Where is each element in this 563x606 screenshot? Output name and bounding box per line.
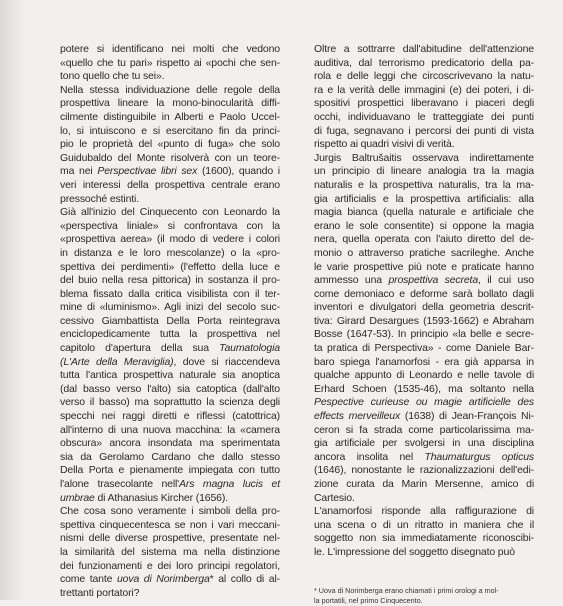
text-line: ceron si fa strada come particolarissima ma- <box>314 423 534 436</box>
text-line: Oltre a sottrarre dall'abitudine dell'attenzione <box>314 43 534 55</box>
text-line: spositivi prospettici liberavano i piaceri degli <box>314 97 534 110</box>
text-line: (1646), nonostante le razionalizzazioni dell'edi- <box>314 464 534 477</box>
text-line: gia artificialis e la prospettiva artificialis: alla <box>314 192 534 205</box>
text-line: prospettiva lineare la mono-binocularità diffi- <box>60 97 280 110</box>
text-line: soggetto non sia immediatamente riconoscibi- <box>314 532 534 545</box>
text-line: «quello che tu pari» rispetto ai «pochi che sen- <box>60 56 280 69</box>
text-line: Della Porta e pienamente impiegata con tutto <box>60 464 280 477</box>
text-line: sia da Gerolamo Cardano che dallo stesso <box>60 450 280 463</box>
text-line: lo, si intuiscono e si esercitano fin da princi- <box>60 124 280 137</box>
text-line: ta pratica di Perspectiva» - come Daniele Bar- <box>314 342 534 355</box>
text-line: monio o attraverso pratiche sacrileghe. Anche <box>314 246 534 259</box>
text-line: le. L'impressione del soggetto disegnato può <box>314 545 515 558</box>
text-line: le varie prospettive più note e praticate hanno <box>314 260 534 273</box>
text-line: all'interno di una nuova macchina: la «camera <box>60 423 280 436</box>
text-line: enciclopedicamente tutta la prospettiva nel <box>60 328 280 341</box>
text-line: come demoniaco e deforme sarà bollato dagli <box>314 287 534 300</box>
text-line: tiva: Girard Desargues (1593-1662) e Abraham <box>314 314 534 327</box>
text-line: ammesso una prospettiva secreta, il cui uso <box>314 274 534 287</box>
text-line: capitolo d'apertura della sua Taumatologia <box>60 342 280 355</box>
text-line: dei funzionamenti e dei loro principi regolatori, <box>60 559 280 572</box>
text-line: cilmente distinguibile in Alberti e Paolo Uccel- <box>60 110 280 123</box>
text-line: magia bianca (quella naturale e artificiale che <box>314 206 534 219</box>
text-line: Che cosa sono veramente i simboli della pro- <box>60 505 280 518</box>
text-line: «perspectiva liniale» si confrontava con la <box>60 219 280 232</box>
text-line: (dal basso verso l'alto) sia catoptica (dall'alto <box>60 382 280 395</box>
text-line: specchi nei raggi diretti e riflessi (catottrica) <box>60 410 280 423</box>
text-line: verso il basso) ma soprattutto la scienza degli <box>60 396 280 409</box>
text-line: occhi, individuavano le tratteggiate dei punti <box>314 110 534 123</box>
text-line: potere si identificano nei molti che vedono <box>60 43 280 55</box>
footnote-line: * Uova di Norimberga erano chiamati i primi orologi a mol- <box>314 586 499 595</box>
text-line: spettiva dei perdimenti» (l'effetto della luce e <box>60 260 280 273</box>
text-line: come tante uova di Norimberga* al collo di al- <box>60 573 280 586</box>
text-line: qualche appunto di Leonardo e nelle tavole di <box>314 369 534 382</box>
text-line: «prospettiva aerea» (il modo di vedere i colori <box>60 233 280 246</box>
text-line: tutta l'antica prospettiva naturale sia anoptica <box>60 369 280 382</box>
text-line: spettiva cinquecentesca se non i vari meccani- <box>60 518 280 531</box>
footnote-line: la portatili, nel primo Cinquecento. <box>314 596 423 605</box>
text-line: nismi delle diverse prospettive, presentate nel- <box>60 532 280 545</box>
text-line: effects merveilleux (1638) di Jean-François Ni- <box>314 410 534 423</box>
text-line: ma nei Perspectivae libri sex (1600), quando i <box>60 165 280 178</box>
text-line: cessivo Giambattista Della Porta reintegrava <box>60 314 280 327</box>
right-text-column <box>314 43 534 560</box>
text-line: del buio nella resa pittorica) in sostanza il pro- <box>60 274 280 287</box>
text-line: zione curata da Marin Mersenne, amico di <box>314 478 534 490</box>
text-line: Guidubaldo del Monte risolverà con un teore- <box>60 151 280 164</box>
text-line: inventori e divulgatori della geometria descrit- <box>314 301 534 314</box>
text-line: Jurgis Baltrušaitis osservava indirettamente <box>314 151 534 164</box>
text-line: di fuga, segnavano i percorsi dei punti di vista <box>314 124 534 137</box>
text-line: nera, quella operata con l'aiuto diretto del de- <box>314 233 534 246</box>
text-line: Già all'inizio del Cinquecento con Leonardo la <box>60 206 280 219</box>
left-text-column <box>60 43 280 600</box>
text-line: in distanza e le loro mescolanze) o la «pro- <box>60 246 280 259</box>
text-line: l'alone trasecolante nell'Ars magna lucis et <box>60 478 281 490</box>
text-line: Bosse (1647-53). In principio «la belle e secre- <box>314 328 534 341</box>
text-line: rispetto ai quadri visivi di verità. <box>314 138 455 151</box>
text-line: pressoché estinti. <box>60 192 140 205</box>
text-line: Nella stessa individuazione delle regole della <box>60 83 280 96</box>
text-line: gia artificiale per svolgersi in una disciplina <box>314 437 534 450</box>
text-line: tono quello che tu sei». <box>60 70 165 83</box>
text-line: baro spiega l'anamorfosi - era già apparsa in <box>314 355 534 368</box>
text-line: rola e delle leggi che circoscrivevano la natu- <box>314 70 534 83</box>
text-line: ancora insolita nel Thaumaturgus opticus <box>314 450 534 463</box>
text-line: Cartesio. <box>314 491 355 504</box>
text-line: erano le sole consentite) si oppone la magia <box>314 219 534 232</box>
book-spine-shadow <box>0 0 26 600</box>
text-line: Erhard Schoen (1535-46), ma soltanto nella <box>314 382 534 395</box>
text-line: la similarità del sistema ma nella distinzione <box>60 545 280 558</box>
text-line: naturalis e la prospettiva naturalis, tra la ma- <box>314 178 534 191</box>
footnote <box>314 586 539 606</box>
text-line: veri interessi della prospettiva centrale erano <box>60 178 280 191</box>
text-line: obscura» ancora insondata ma sperimentata <box>60 437 280 450</box>
text-line: Pespective curieuse ou magie artificielle des <box>314 396 534 409</box>
text-line: un principio di lineare analogia tra la magia <box>314 165 534 178</box>
text-line: pio le proprietà del «punto di fuga» che solo <box>60 138 280 151</box>
text-line: trettanti portatori? <box>60 586 140 599</box>
text-line: mine di «luminismo». Agli inizi del secolo suc- <box>60 301 280 314</box>
text-line: blema fissato dalla critica visibilista con il ter- <box>60 287 280 300</box>
text-line: umbrae di Athanasius Kircher (1656). <box>60 491 228 504</box>
text-line: una scena o di un ritratto in maniera che il <box>314 518 534 531</box>
text-line: auditiva, dal terrorismo predicatorio della pa- <box>314 56 534 69</box>
text-line: (L'Arte della Meraviglia), dove si riaccendeva <box>60 355 280 368</box>
text-line: L'anamorfosi risponde alla raffigurazione di <box>314 505 534 518</box>
text-line: ra e la verità delle immagini (e) dei poteri, i di- <box>314 83 534 96</box>
